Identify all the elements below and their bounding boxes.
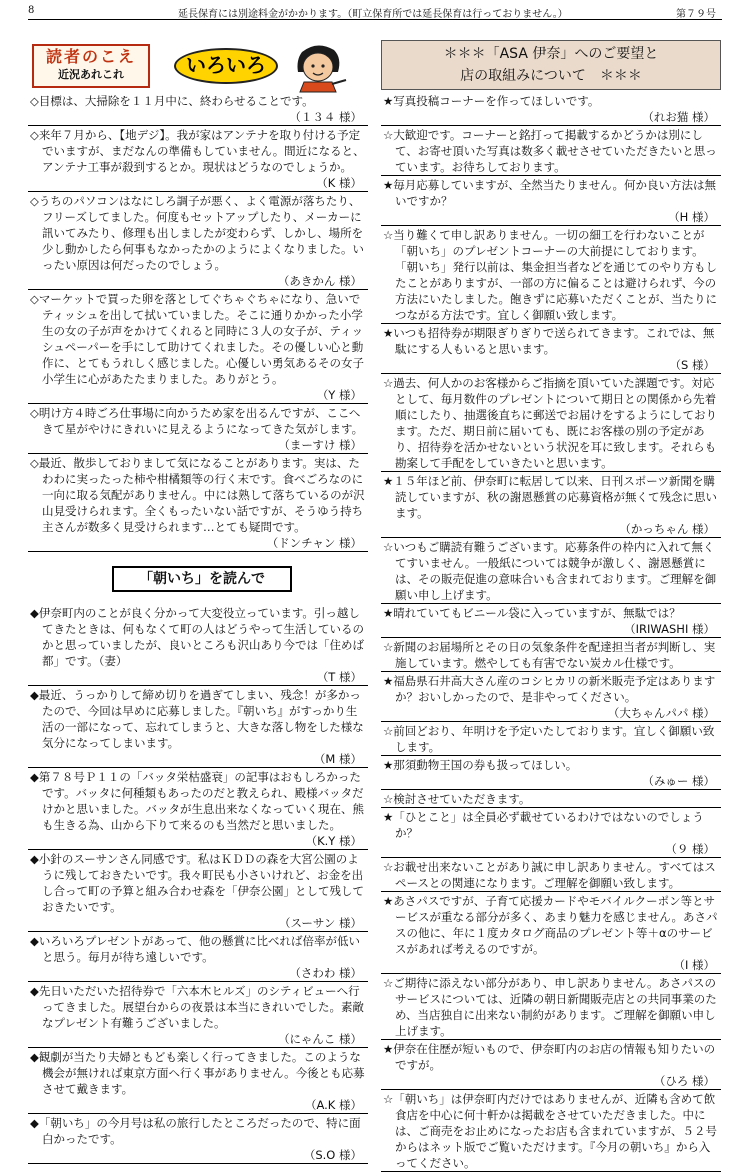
- entry-text: ◇来年７月から、【地デジ】。我が家はアンテナを取り付ける予定でいますが、まだなんの準備もしていません。間近になると、アンテナ工事が殺到するとか。現状はどうなのでしょうか。: [30, 128, 365, 174]
- header-notice: 延長保育には別途料金がかかります。（町立保育所では延長保育は行っておりません。）: [178, 9, 568, 20]
- iroiro-title: いろいろ: [174, 48, 278, 84]
- readers-title-box: [32, 44, 150, 88]
- entry-text: ◆先日いただいた招待券で「六本木ヒルズ」のシティビューへ行ってきました。展望台からの夜景は本当にきれいでした。素敵なプレゼント有難うございました。: [30, 984, 364, 1030]
- entry-text: ◆伊奈町内のことが良く分かって大変役立っています。引っ越してきたときは、何もなくて町の人はどうやって生活しているのかと思っていましたが、良いところも沢山あり今では「住めば都」です。（妻）: [30, 606, 364, 668]
- list-item: [28, 1048, 368, 1114]
- entry-text: ☆大歓迎です。コーナーと銘打って掲載するかどうかは別にして、お寄せ頂いた写真は数多く載せさせていただきたいと思っています。お待ちしております。: [383, 128, 717, 174]
- entry-text: ☆当り難くて申し訳ありません。一切の細工を行わないことが「朝いち」のプレゼントコーナーの大前提にしております。「朝いち」発行以前は、集金担当者などを通じてのやり方もしたことがありますが、一部の方に偏ることは避けられず、今の方法にいたしました。飽きずに応募いただくことが、当たりにつながる方法です。宜しく御願い致します。: [383, 228, 717, 322]
- page-header: [28, 4, 722, 20]
- entry-signature: （K.Y 様）: [305, 834, 362, 848]
- list-item: [381, 858, 721, 892]
- list-item: [381, 604, 721, 638]
- entry-text: ☆お載せ出来ないことがあり誠に申し訳ありません。すべてはスペースとの関連になります。ご理解を御願い致します。: [383, 860, 716, 890]
- entry-signature: （ドンチャン 様）: [266, 536, 362, 550]
- kid-illustration-icon: [284, 42, 350, 92]
- entry-text: ★１５年ほど前、伊奈町に転居して以来、日刊スポーツ新聞を購読していますが、秋の謝恩懸賞の応募資格が無くて残念に思います。: [383, 474, 717, 520]
- list-item: [381, 374, 721, 472]
- entry-signature: （A.K 様）: [304, 1098, 362, 1112]
- page-number: 8: [28, 5, 35, 16]
- readers-title: 読者のこえ: [45, 47, 136, 66]
- entry-text: ★いつも招待券が期限ぎりぎりで送られてきます。これでは、無駄にする人もいると思います。: [383, 326, 715, 356]
- entry-text: ◆「朝いち」の今月号は私の旅行したところだったので、特に面白かったです。: [30, 1116, 361, 1146]
- entry-signature: （大ちゃんパパ 様）: [607, 706, 715, 720]
- entry-text: ◆観劇が当たり夫婦ともども楽しく行ってきました。このような機会が無ければ東京方面へ行く事がありません。今後とも応募させて戴きます。: [30, 1050, 365, 1096]
- entry-text: ◇最近、散歩しておりまして気になることがあります。実は、たわわに実ったった柿や柑橘類等の行く末です。食べごろなのに一向に取る気配がありません。中には熟して落ちているのが沢山見受けられます。全くもったいない話ですが、そうゆう持ち主さんが数多く見受けられます…とても疑問です。: [30, 456, 365, 534]
- list-item: [28, 982, 368, 1048]
- list-item: [28, 850, 368, 932]
- entry-signature: （にゃんこ 様）: [278, 1032, 362, 1046]
- entry-signature: （Y 様）: [316, 388, 362, 402]
- entry-signature: （M 様）: [313, 752, 362, 766]
- list-item: [28, 404, 368, 454]
- list-item: [381, 638, 721, 672]
- list-item: [381, 790, 721, 808]
- entry-text: ◆小針のスーサンさん同感です。私はＫＤＤの森を大宮公園のように残しておきたいです。我々町民も小さいけれど、お金を出し合って町の予算と組み合わせ森を「伊奈公園」として残しておきたいです。: [30, 852, 364, 914]
- list-item: [381, 1090, 721, 1172]
- entry-signature: （スーサン 様）: [278, 916, 362, 930]
- entry-signature: （９ 様）: [665, 842, 715, 856]
- entry-text: ☆新聞のお届場所とその日の気象条件を配達担当者が判断し、実施しています。燃やしても有害でない炭カル仕様です。: [383, 640, 716, 670]
- list-item: [381, 324, 721, 374]
- list-item: [381, 808, 721, 858]
- entry-text: ★毎月応募していますが、全然当たりません。何か良い方法は無いですか？: [383, 178, 716, 208]
- entry-signature: （IRIWASHI 様）: [624, 622, 715, 636]
- list-item: [28, 604, 368, 686]
- asaichi-section-header: [28, 552, 368, 604]
- list-item: [28, 290, 368, 404]
- asaichi-list: [28, 604, 368, 1164]
- list-item: [381, 538, 721, 604]
- entry-text: ☆検討させていただきます。: [383, 792, 531, 806]
- entry-signature: （T 様）: [316, 670, 362, 684]
- entry-signature: （S 様）: [669, 358, 715, 372]
- requests-title-line1: ＊＊＊「ASA 伊奈」へのご要望と: [443, 46, 659, 62]
- requests-list: [381, 92, 721, 1172]
- entry-text: ◇うちのパソコンはなにしろ調子が悪く、よく電源が落ちたり、フリーズしてました。何度もセットアップしたり、メーカーに訊いてみたり、修理も出しましたが変わらず、しかし、場所を少し動かしたら何事もなかったかのようによくなりました。いったい原因は何だったのでしょう。: [30, 194, 364, 272]
- list-item: [381, 226, 721, 324]
- entry-signature: （H 様）: [668, 210, 715, 224]
- list-item: [381, 892, 721, 974]
- entry-text: ◆最近、うっかりして締め切りを過ぎてしまい、残念！が多かったので、今回は早めに応募しました。『朝いち』がすっかり生活の一部になって、忘れてしまうと、大きな落し物をした様な気分になってしまいます。: [30, 688, 364, 750]
- entry-signature: （れお猫 様）: [642, 110, 715, 124]
- requests-title: [381, 40, 721, 90]
- list-item: [381, 472, 721, 538]
- entry-text: ★あさパスですが、子育て応援カードやモバイルクーポン等とサービスが重なる部分が多く、あまり魅力を感じません。あさパスの他に、年に１度カタログ商品のプレゼント等＋αのサービスがあれば考えるのですが。: [383, 894, 718, 956]
- list-item: [381, 974, 721, 1040]
- entry-text: ◇マーケットで買った卵を落としてぐちゃぐちゃになり、急いでティッシュを出して拭いていました。そこに通りかかった小学生の女の子が声をかけてくれると同時に３人の女子が、ティッシュペーパーを手にして助けてくれました。その優しい心と動作に、とてもうれしく感じました。心優しい勇気あるその女子小学生に心があたたまりました。ありがとう。: [30, 292, 364, 386]
- list-item: [381, 176, 721, 226]
- list-item: [381, 672, 721, 722]
- list-item: [28, 192, 368, 290]
- list-item: [28, 932, 368, 982]
- iroiro-list: [28, 92, 368, 552]
- list-item: [381, 722, 721, 756]
- list-item: [381, 756, 721, 790]
- list-item: [28, 768, 368, 850]
- entry-signature: （まーすけ 様）: [278, 438, 362, 452]
- left-column: [28, 40, 368, 1162]
- entry-signature: （みゅー 様）: [642, 774, 715, 788]
- list-item: [28, 686, 368, 768]
- entry-text: ☆ご期待に添えない部分があり、申し訳ありません。あさパスのサービスについては、近隣の朝日新聞販売店との共同事業のため、当店独自に出来ない制約があります。ご理解を御願い申し上げます。: [383, 976, 717, 1038]
- entry-signature: （１３４ 様）: [289, 110, 362, 124]
- list-item: [381, 126, 721, 176]
- readers-subtitle: 近況あれこれ: [58, 68, 124, 81]
- entry-signature: （I 様）: [673, 958, 715, 972]
- list-item: [381, 92, 721, 126]
- readers-section-header: [28, 40, 368, 92]
- entry-text: ◇明け方４時ごろ仕事場に向かうため家を出るんですが、ここへきて星がやけにきれいに見えるようになってきた気がします。: [30, 406, 364, 436]
- list-item: [28, 92, 368, 126]
- list-item: [381, 1040, 721, 1090]
- entry-signature: （S.O 様）: [303, 1148, 362, 1162]
- entry-signature: （あきかん 様）: [277, 274, 362, 288]
- entry-text: ★晴れていてもビニール袋に入っていますが、無駄では？: [383, 606, 681, 620]
- issue-number: 第７９号: [676, 9, 716, 20]
- requests-title-line2: 店の取組みについて ＊＊＊: [460, 68, 642, 84]
- entry-text: ☆前回どおり、年明けを予定いたしております。宜しく御願い致します。: [383, 724, 715, 754]
- entry-signature: （かっちゃん 様）: [619, 522, 715, 536]
- entry-text: ★那須動物王国の券も扱ってほしい。: [383, 758, 578, 772]
- entry-signature: （ひろ 様）: [653, 1074, 715, 1088]
- entry-text: ◆第７８号Ｐ１１の「バッタ栄枯盛衰」の記事はおもしろかったです。バッタに何種類もあったのだと教えられ、殿様バッタだけかと思いました。バッタが生息出来なくなっていく現在、熊も生きる為、山から下りて来るのも当然だと思いました。: [30, 770, 364, 832]
- entry-text: ★伊奈在住歴が短いもので、伊奈町内のお店の情報も知りたいのですが。: [383, 1042, 716, 1072]
- entry-text: ☆過去、何人かのお客様からご指摘を頂いていた課題です。対応として、毎月数件のプレゼントについて期日との関係から先着順にしたり、抽選後直ちに郵送でお届けをするようにしております。ただ、期日前に届いても、既にお客様の別の予定があり、招待券を活かせないという状況を耳に致します。それらも勘案して手配をしていきたいと思います。: [383, 376, 717, 470]
- entry-signature: （さわわ 様）: [289, 966, 362, 980]
- entry-text: ◇目標は、大掃除を１１月中に、終わらせることです。: [30, 94, 314, 108]
- entry-text: ☆「朝いち」は伊奈町内だけではありませんが、近隣も含めて飲食店を中心に何十軒かは掲載をさせていただきました。中には、ご商売をお止めになったお店も含まれていますが、５２号からはネット版でご覧いただけます。『今月の朝いち』から入ってください。: [383, 1092, 717, 1170]
- right-column: [381, 40, 721, 1170]
- entry-text: ☆いつもご購読有難うございます。応募条件の枠内に入れて無くてすいません。一般紙については競争が激しく、謝恩懸賞には、その販売促進の意味合いも含まれております。ご理解を御願い申し上げます。: [383, 540, 717, 602]
- list-item: [28, 1114, 368, 1164]
- entry-text: ★「ひとこと」は全員必ず載せているわけではないのでしょうか？: [383, 810, 704, 840]
- list-item: [28, 126, 368, 192]
- asaichi-title: 「朝いち」を読んで: [112, 566, 292, 592]
- entry-text: ★福島県石井高大さん産のコシヒカリの新米販売予定はありますか？おいしかったので、是非やってください。: [383, 674, 716, 704]
- entry-text: ★写真投稿コーナーを作ってほしいです。: [383, 94, 600, 108]
- entry-signature: （K 様）: [316, 176, 362, 190]
- list-item: [28, 454, 368, 552]
- entry-text: ◆いろいろプレゼントがあって、他の懸賞に比べれば倍率が低いと思う。毎月が待ち遠しいです。: [30, 934, 361, 964]
